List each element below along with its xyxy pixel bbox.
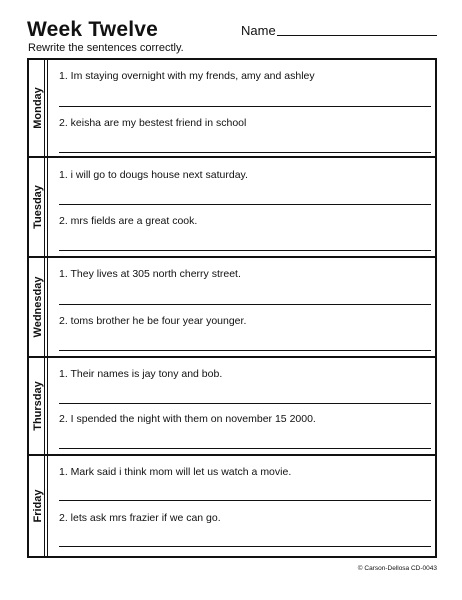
day-label: Wednesday: [32, 276, 44, 338]
sentence-2: 2. keisha are my bestest friend in school: [59, 117, 247, 129]
day-section-tuesday: [29, 158, 435, 258]
sentence-2: 2. mrs fields are a great cook.: [59, 215, 198, 227]
day-strip: [29, 258, 48, 356]
day-label: Friday: [32, 489, 44, 523]
sentence-2: 2. lets ask mrs frazier if we can go.: [59, 512, 221, 524]
answer-line-1[interactable]: [59, 204, 431, 205]
day-label: Monday: [32, 87, 44, 129]
copyright-notice: © Carson-Dellosa CD-0043: [357, 565, 437, 572]
worksheet-grid: [27, 58, 437, 558]
day-strip: [29, 358, 48, 454]
worksheet-title: Week Twelve: [27, 18, 158, 41]
day-strip: [29, 158, 48, 256]
name-label: Name: [241, 23, 276, 38]
sentence-1: 1. Mark said i think mom will let us watch a movie.: [59, 466, 292, 478]
answer-line-2[interactable]: [59, 250, 431, 251]
instructions: Rewrite the sentences correctly.: [28, 42, 184, 54]
day-section-wednesday: [29, 258, 435, 358]
answer-line-2[interactable]: [59, 152, 431, 153]
day-label: Tuesday: [32, 185, 44, 229]
name-field-line[interactable]: [277, 35, 437, 36]
answer-line-1[interactable]: [59, 500, 431, 501]
day-section-thursday: [29, 358, 435, 456]
day-section-monday: [29, 60, 435, 158]
answer-line-1[interactable]: [59, 403, 431, 404]
answer-line-1[interactable]: [59, 304, 431, 305]
day-section-friday: [29, 456, 435, 556]
sentence-1: 1. Im staying overnight with my frends, amy and ashley: [59, 70, 315, 82]
day-strip: [29, 60, 48, 156]
day-label: Thursday: [32, 381, 44, 431]
sentence-1: 1. Their names is jay tony and bob.: [59, 368, 223, 380]
answer-line-2[interactable]: [59, 350, 431, 351]
sentence-1: 1. i will go to dougs house next saturday.: [59, 169, 248, 181]
day-strip: [29, 456, 48, 556]
answer-line-1[interactable]: [59, 106, 431, 107]
sentence-1: 1. They lives at 305 north cherry street.: [59, 268, 241, 280]
answer-line-2[interactable]: [59, 546, 431, 547]
sentence-2: 2. toms brother he be four year younger.: [59, 315, 247, 327]
sentence-2: 2. I spended the night with them on november 15 2000.: [59, 413, 316, 425]
answer-line-2[interactable]: [59, 448, 431, 449]
